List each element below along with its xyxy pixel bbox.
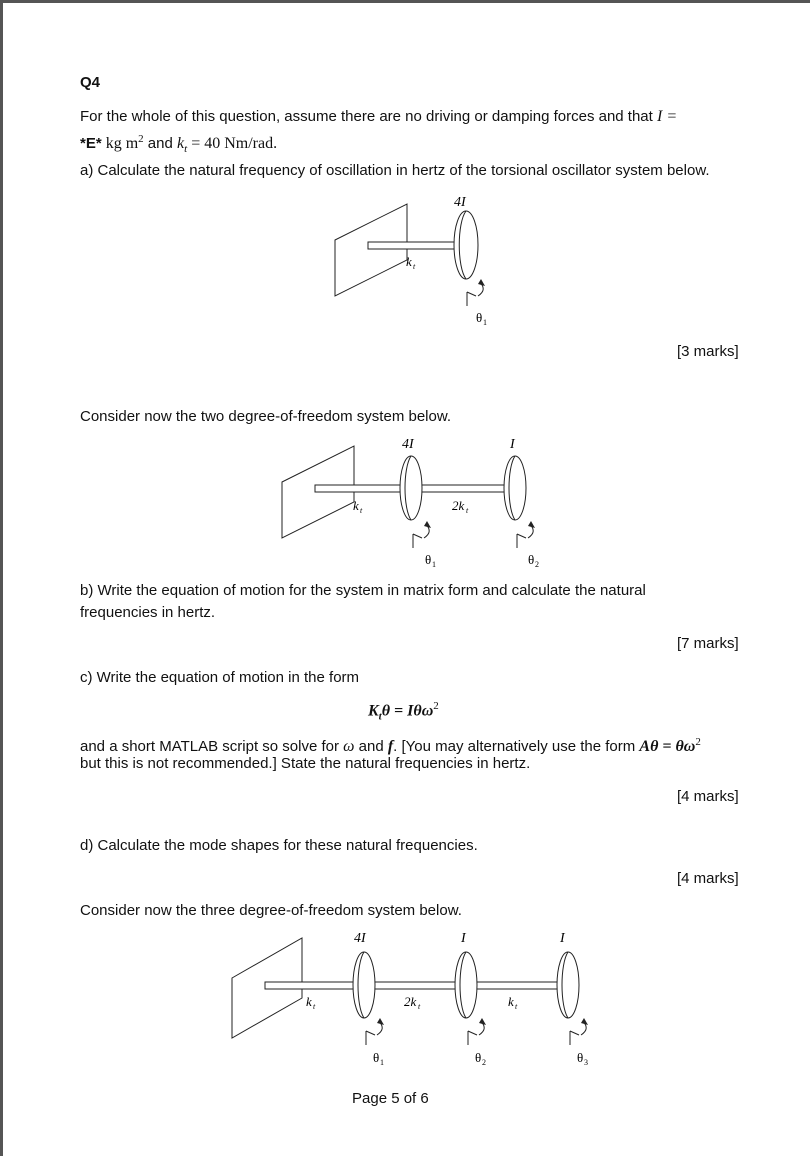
part-c-line-1: c) Write the equation of motion in the form xyxy=(80,669,360,686)
part-d-text: d) Calculate the mode shapes for these natural frequencies. xyxy=(80,837,478,854)
inertia-disk-3 xyxy=(557,952,579,1018)
intro-line-1 xyxy=(80,106,677,128)
intro-line-1-text: For the whole of this question, assume there are no driving or damping forces and that xyxy=(80,108,657,125)
intro-and: and xyxy=(143,135,178,152)
question-title: Q4 xyxy=(80,74,101,91)
spring-label-2: 2k xyxy=(452,498,465,513)
stiffness-symbol: k xyxy=(177,135,185,152)
angle-label-3-sub: 3 xyxy=(584,1058,588,1067)
three-dof-intro: Consider now the three degree-of-freedom system below. xyxy=(80,902,462,919)
equation-stiffness-sub: t xyxy=(378,710,382,723)
spring-label-2-sub: t xyxy=(466,506,469,515)
shaft xyxy=(265,982,570,989)
angle-reference-tick-1 xyxy=(366,1031,375,1035)
part-c-line-3: but this is not recommended.] State the natural frequencies in hertz. xyxy=(80,755,531,772)
angle-label-3: θ xyxy=(577,1050,584,1065)
inertia-unit-sup: 2 xyxy=(138,133,144,145)
inertia-label-2: I xyxy=(461,931,466,946)
inertia-disk xyxy=(454,211,478,279)
inertia-label-1: 4I xyxy=(354,931,366,946)
angle-reference-tick-1 xyxy=(413,534,422,538)
part-b-marks: [7 marks] xyxy=(677,635,739,652)
page-border-top xyxy=(0,0,810,3)
rotation-arrow-1-head xyxy=(424,521,431,528)
equation-stiffness: K xyxy=(368,702,379,720)
inertia-disk-1 xyxy=(400,456,422,520)
equation-rhs: = Iθω xyxy=(390,702,434,720)
frequency-symbol: f xyxy=(387,738,394,755)
angle-label-2: θ xyxy=(528,552,535,567)
spring-label-3-sub: t xyxy=(515,1002,518,1011)
angle-label-1-sub: 1 xyxy=(432,560,436,569)
part-c-line-2-text: and a short MATLAB script so solve for xyxy=(80,738,344,755)
part-c-marks: [4 marks] xyxy=(677,788,739,805)
part-c-and: and xyxy=(354,738,388,755)
part-b-line-1: b) Write the equation of motion for the system in matrix form and calculate the natural xyxy=(80,582,646,599)
spring-label-1-sub: t xyxy=(360,506,363,515)
spring-label-sub: t xyxy=(413,262,416,271)
angle-reference-tick-3 xyxy=(570,1031,579,1035)
angle-label-2: θ xyxy=(475,1050,482,1065)
spring-label-1-sub: t xyxy=(313,1002,316,1011)
shaft xyxy=(368,242,458,249)
angle-label-sub: 1 xyxy=(483,318,487,327)
inertia-label-1: 4I xyxy=(402,437,414,452)
intro-inertia-symbol: I = xyxy=(657,108,678,125)
rotation-arrow-2-head xyxy=(479,1018,486,1025)
angle-label-1: θ xyxy=(425,552,432,567)
part-a-text: a) Calculate the natural frequency of oscillation in hertz of the torsional oscillator system below. xyxy=(80,162,710,179)
angle-label-1: θ xyxy=(373,1050,380,1065)
angle-reference-tick xyxy=(467,292,476,296)
spring-label-3: k xyxy=(508,994,514,1009)
spring-label-1: k xyxy=(353,498,359,513)
inertia-label-3: I xyxy=(560,931,565,946)
inertia-label: 4I xyxy=(454,195,466,210)
part-d-marks: [4 marks] xyxy=(677,870,739,887)
diagram-single-dof xyxy=(320,188,520,336)
rotation-arrow-2-head xyxy=(528,521,535,528)
alternative-form-sup: 2 xyxy=(695,736,701,748)
inertia-unit: kg m xyxy=(101,135,139,152)
angle-label: θ xyxy=(476,310,483,325)
alternative-form: Aθ = θω xyxy=(639,738,696,755)
angle-label-1-sub: 1 xyxy=(380,1058,384,1067)
rotation-arrow-3-head xyxy=(581,1018,588,1025)
diagram-three-dof xyxy=(222,926,612,1070)
stiffness-value: = 40 Nm/rad. xyxy=(187,135,278,152)
omega-symbol: ω xyxy=(343,738,355,755)
spring-label-2: 2k xyxy=(404,994,417,1009)
page-border-left xyxy=(0,0,3,1156)
spring-label-2-sub: t xyxy=(418,1002,421,1011)
inertia-placeholder: *E* xyxy=(80,135,102,152)
inertia-disk-2 xyxy=(504,456,526,520)
equation-of-motion xyxy=(368,700,439,723)
rotation-arrow-1-head xyxy=(377,1018,384,1025)
part-c-line-2-rest: . [You may alternatively use the form xyxy=(393,738,640,755)
page-number: Page 5 of 6 xyxy=(352,1090,429,1107)
angle-reference-tick-2 xyxy=(517,534,526,538)
inertia-label-2: I xyxy=(510,437,515,452)
diagram-two-dof xyxy=(270,432,570,572)
rotation-arrow-head xyxy=(478,279,485,286)
inertia-disk-1 xyxy=(353,952,375,1018)
fixed-wall xyxy=(335,204,407,296)
two-dof-intro: Consider now the two degree-of-freedom system below. xyxy=(80,408,452,425)
spring-label-1: k xyxy=(306,994,312,1009)
angle-reference-tick-2 xyxy=(468,1031,477,1035)
spring-label: k xyxy=(406,254,412,269)
part-b-line-2: frequencies in hertz. xyxy=(80,604,216,621)
angle-label-2-sub: 2 xyxy=(482,1058,486,1067)
equation-theta: θ xyxy=(381,702,391,720)
stiffness-symbol-sub: t xyxy=(184,143,188,156)
part-a-marks: [3 marks] xyxy=(677,343,739,360)
inertia-disk-2 xyxy=(455,952,477,1018)
equation-sup: 2 xyxy=(433,700,439,712)
intro-line-2 xyxy=(80,128,277,160)
angle-label-2-sub: 2 xyxy=(535,560,539,569)
